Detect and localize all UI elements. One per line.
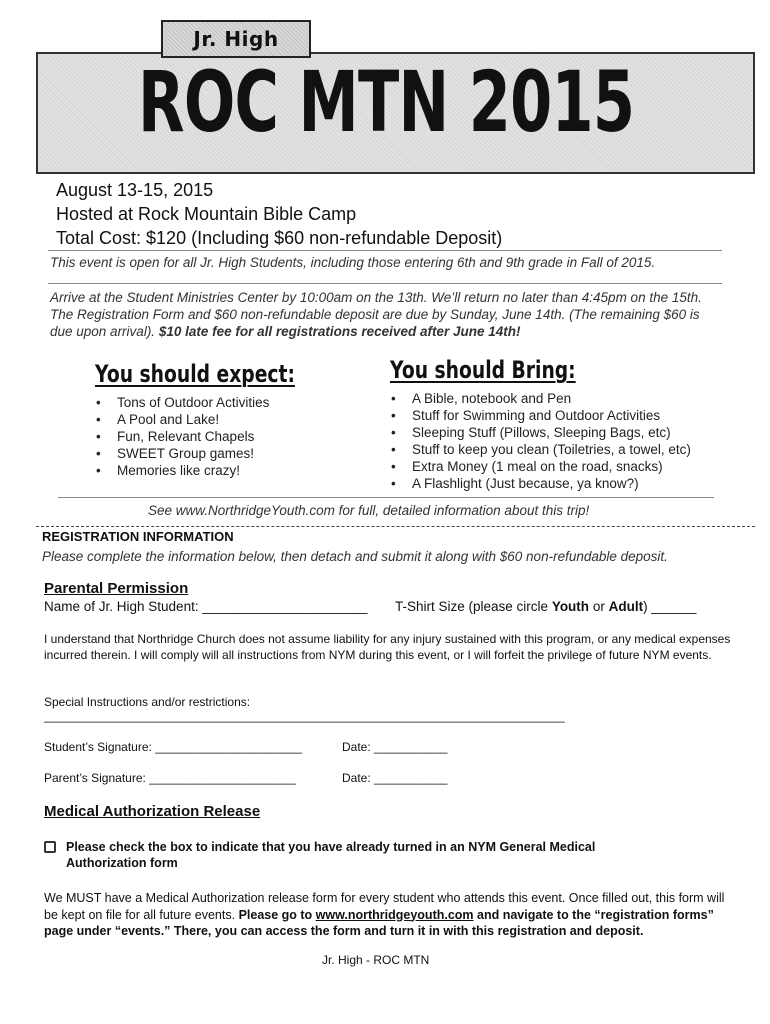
medical-body-plain: We MUST have a Medical Authorization release form for every student who attends this event. Once filled out, this form will be kept on file for all future events. (44, 891, 725, 922)
medical-body-bold-2: and navigate to the “registration forms” page under “events.” There, you can access the form and turn it in with this registration and deposit. (44, 907, 714, 938)
late-fee-text: $10 late fee for all registrations received after June 14th! (158, 324, 521, 339)
list-item: • Tons of Outdoor Activities (94, 394, 269, 411)
special-instructions-label: Special Instructions and/or restrictions: (44, 695, 251, 709)
page-title: ROC MTN 2015 (138, 53, 635, 151)
bring-list (389, 390, 691, 492)
list-item: • Extra Money (1 meal on the road, snacks) (389, 458, 691, 475)
medical-checkbox-label: Please check the box to indicate that you have already turned in an NYM General Medical Authorization form (66, 840, 596, 870)
parental-heading: Parental Permission (44, 580, 189, 597)
tshirt-or: or (589, 599, 609, 614)
divider (48, 250, 722, 251)
medical-form-checkbox[interactable] (44, 841, 56, 853)
event-cost: Total Cost: $120 (Including $60 non-refundable Deposit) (56, 228, 503, 248)
detach-line (36, 526, 755, 527)
tshirt-suffix: ) ______ (643, 599, 697, 614)
list-item: • A Flashlight (Just because, ya know?) (389, 475, 691, 492)
arrival-note (50, 289, 725, 340)
medical-heading: Medical Authorization Release (44, 803, 261, 820)
student-date-field[interactable]: Date: ___________ (342, 740, 448, 754)
jr-high-label: Jr. High (193, 27, 279, 51)
student-name-field[interactable]: Name of Jr. High Student: ______________________ (44, 599, 368, 614)
list-item: • Fun, Relevant Chapels (94, 428, 269, 445)
website-note: See www.NorthridgeYouth.com for full, detailed information about this trip! (148, 503, 590, 518)
bring-heading: You should Bring: (390, 356, 576, 384)
tshirt-prefix: T-Shirt Size (please circle (395, 599, 552, 614)
list-item: • Sleeping Stuff (Pillows, Sleeping Bags, etc) (389, 424, 691, 441)
parent-signature-field[interactable]: Parent’s Signature: ______________________ (44, 771, 296, 785)
event-host: Hosted at Rock Mountain Bible Camp (56, 204, 357, 224)
special-instructions-line[interactable]: ______________________________________________________________________________ (44, 709, 565, 723)
registration-instructions: Please complete the information below, then detach and submit it along with $60 non-refundable deposit. (42, 549, 668, 564)
tshirt-size-field[interactable] (395, 599, 696, 614)
list-item: • Memories like crazy! (94, 462, 269, 479)
footer-text: Jr. High - ROC MTN (322, 953, 430, 967)
expect-heading: You should expect: (95, 360, 295, 388)
list-item: • A Bible, notebook and Pen (389, 390, 691, 407)
list-item: • Stuff for Swimming and Outdoor Activities (389, 407, 691, 424)
divider (58, 497, 714, 498)
eligibility-note: This event is open for all Jr. High Students, including those entering 6th and 9th grade in Fall of 2015. (50, 255, 656, 270)
northridge-youth-link[interactable]: www.northridgeyouth.com (315, 907, 474, 922)
liability-text: I understand that Northridge Church does not assume liability for any injury sustained with this program, or any medical expenses incurred therein. I will comply will all instructions from NYM during this event, or I will forfeit the privilege of future NYM events. (44, 632, 731, 662)
list-item: • Stuff to keep you clean (Toiletries, a towel, etc) (389, 441, 691, 458)
divider (48, 283, 722, 284)
tshirt-youth: Youth (551, 599, 590, 614)
arrival-text: Arrive at the Student Ministries Center by 10:00am on the 13th. We’ll return no later than 4:45pm on the 15th. The Registration Form and $60 non-refundable deposit are due by Sunday, June 14th. (The remaining $60 is due upon arrival). (50, 290, 702, 339)
list-item: • A Pool and Lake! (94, 411, 269, 428)
student-signature-field[interactable]: Student’s Signature: ______________________ (44, 740, 303, 754)
list-item: • SWEET Group games! (94, 445, 269, 462)
expect-list (94, 394, 269, 479)
parent-date-field[interactable]: Date: ___________ (342, 771, 448, 785)
medical-body-bold-1: Please go to (238, 907, 316, 922)
tshirt-adult: Adult (608, 599, 644, 614)
registration-heading: REGISTRATION INFORMATION (42, 529, 234, 544)
event-dates: August 13-15, 2015 (56, 180, 214, 200)
medical-body (44, 890, 734, 940)
